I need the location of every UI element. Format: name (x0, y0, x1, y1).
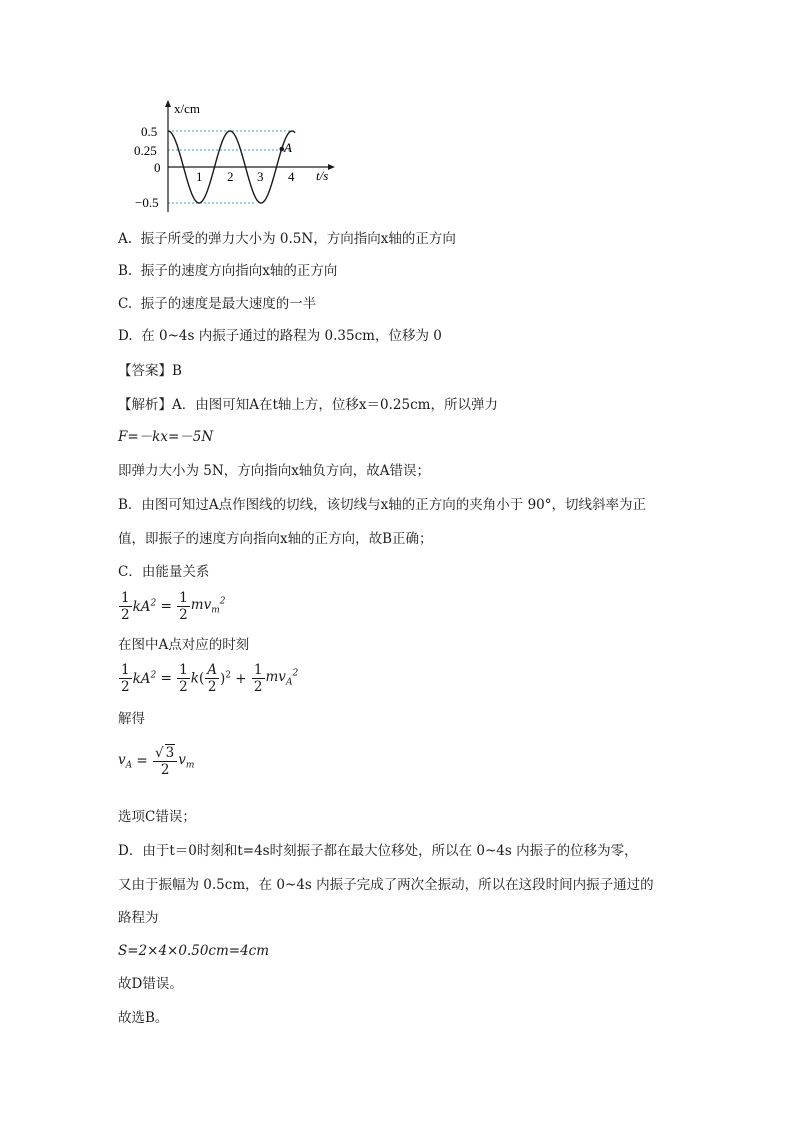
x-axis-arrow (328, 164, 335, 170)
y-tick-neg0.5: −0.5 (135, 195, 159, 210)
y-axis-label: x/cm (174, 101, 200, 116)
analysis-line-9: 选项C错误； (118, 809, 196, 825)
analysis-formula-distance: S=2×4×0.50cm=4cm (118, 943, 270, 959)
y-tick-0.5: 0.5 (141, 124, 158, 139)
analysis-formula-force: F=－kx=－5N (118, 429, 214, 445)
analysis-line-11: 又由于振幅为 0.5cm，在 0~4s 内振子完成了两次全振动，所以在这段时间内振子通过的 (118, 877, 654, 893)
y-tick-0: 0 (154, 160, 161, 175)
option-d: D. 在 0~4s 内振子通过的路程为 0.35cm，位移为 0 (118, 328, 442, 344)
analysis-line-5: 值，即振子的速度方向指向x轴的正方向，故B正确； (118, 531, 433, 547)
answer: 【答案】B (118, 363, 182, 379)
option-a: A. 振子所受的弹力大小为 0.5N，方向指向x轴的正方向 (118, 231, 456, 247)
x-tick-1: 1 (196, 169, 203, 184)
analysis-line-7: 在图中A点对应的时刻 (118, 637, 250, 653)
point-a-label: A (284, 140, 292, 155)
analysis-line-10: D．由于t＝0时刻和t=4s时刻振子都在最大位移处，所以在 0~4s 内振子的位移为零， (118, 843, 638, 859)
analysis-conclusion: 故选B。 (118, 1010, 169, 1026)
analysis-line-14: 故D错误。 (118, 976, 183, 992)
analysis-line-3: 即弹力大小为 5N，方向指向x轴负方向，故A错误； (118, 463, 431, 479)
equation-velocity: $v_A$ = $\frac{√ 3}{2}$ $v_m$ (118, 745, 195, 778)
x-tick-3: 3 (257, 169, 264, 184)
analysis-line-6: C．由能量关系 (118, 564, 210, 580)
analysis-line-12: 路程为 (118, 910, 159, 926)
oscillation-graph (130, 96, 350, 216)
equation-energy: $\frac{1}{2}$ $kA^2$ = $\frac{1}{2}$ $mv_m^2$ (121, 590, 226, 623)
x-tick-2: 2 (227, 169, 234, 184)
option-b: B. 振子的速度方向指向x轴的正方向 (118, 263, 338, 279)
x-tick-4: 4 (288, 169, 295, 184)
y-axis-arrow (165, 100, 171, 107)
x-axis-label: t/s (316, 168, 329, 183)
y-tick-0.25: 0.25 (134, 143, 157, 158)
equation-energy-at-a: $\frac{1}{2}$ $kA^2$ = $\frac{1}{2}$ k( $\frac{A}{2}$ )$^2$ + $\frac{1}{2}$ $mv_A^2$ (121, 662, 299, 695)
option-c: C. 振子的速度是最大速度的一半 (118, 296, 317, 312)
analysis-line-8: 解得 (118, 711, 145, 727)
analysis-line-4: B．由图可知过A点作图线的切线，该切线与x轴的正方向的夹角小于 90°，切线斜率为正 (118, 497, 647, 513)
analysis-line-1: 【解析】A．由图可知A在t轴上方，位移x＝0.25cm，所以弹力 (118, 397, 498, 413)
